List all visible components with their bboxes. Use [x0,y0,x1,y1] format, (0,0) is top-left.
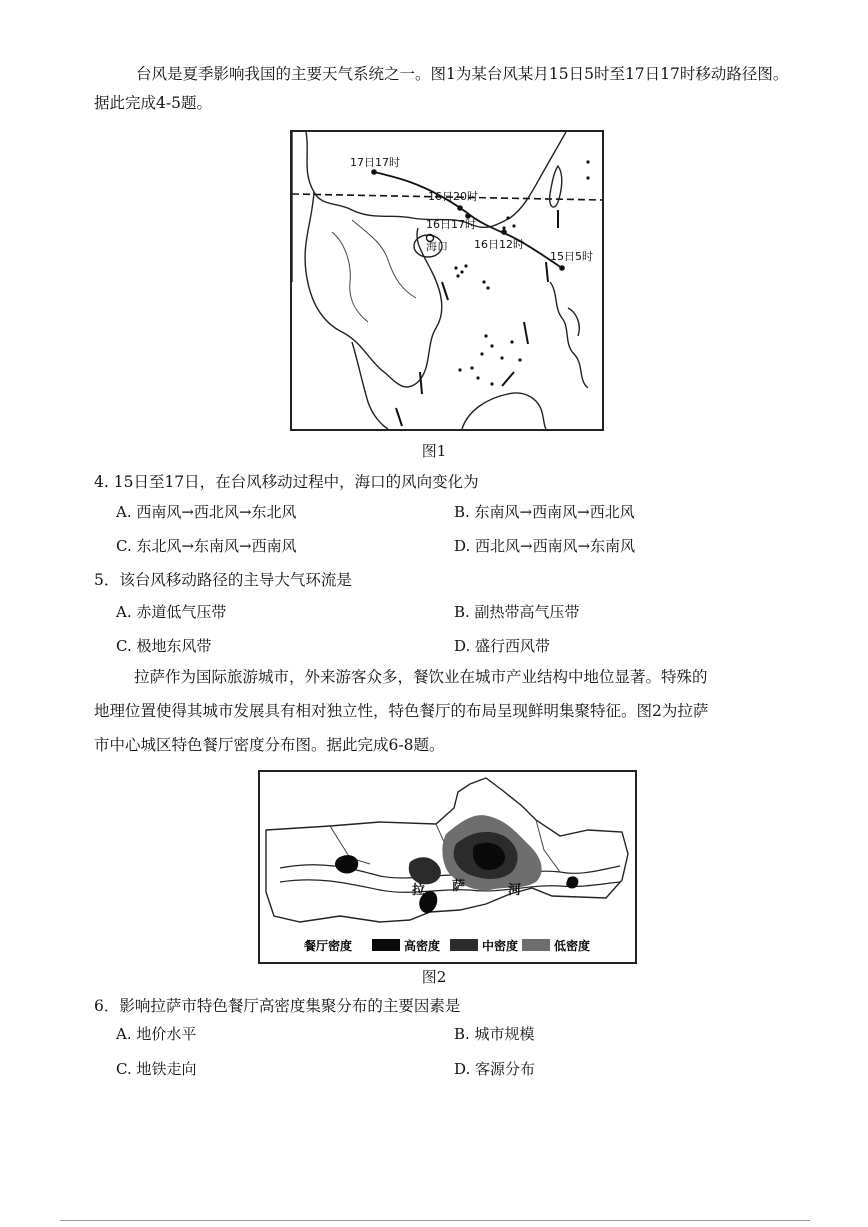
borneo-coast [462,393,546,429]
q5-option-b: B. 副热带高气压带 [454,603,580,621]
indochina-coast [305,192,442,387]
q6-option-c: C. 地铁走向 [116,1060,197,1078]
china-coast [292,132,566,282]
intro2-line3: 市中心城区特色餐厅密度分布图。据此完成6-8题。 [94,736,445,754]
q6-stem: 6．影响拉萨市特色餐厅高密度集聚分布的主要因素是 [94,997,461,1015]
label-15d5h: 15日5时 [550,250,593,263]
q4-option-b: B. 东南风→西南风→西北风 [454,503,635,521]
q6-option-a: A. 地价水平 [116,1025,197,1043]
label-16d17h: 16日17时 [426,218,476,231]
figure1-caption: 图1 [421,442,447,460]
q4-option-c: C. 东北风→东南风→西南风 [116,537,297,555]
river-char-3: 河 [508,883,522,898]
river-char-2: 萨 [452,879,466,894]
q5-option-c: C. 极地东风带 [116,637,212,655]
legend-swatch-mid [450,939,478,951]
figure1-map [290,130,604,431]
q4-option-d: D. 西北风→西南风→东南风 [454,537,636,555]
intro1-line1: 台风是夏季影响我国的主要天气系统之一。图1为某台风某月15日5时至17日17时移动路径图。 [136,65,789,83]
label-16d12h: 16日12时 [474,238,524,251]
q5-option-d: D. 盛行西风带 [454,637,551,655]
point-16d12h [501,229,507,235]
philippines [550,282,588,388]
legend [303,938,590,953]
lhasa-map-svg [260,772,635,962]
typhoon-map-svg [292,132,602,429]
legend-title: 餐厅密度 [304,939,353,953]
legend-high: 高密度 [404,939,441,953]
legend-mid: 中密度 [482,939,519,953]
legend-low: 低密度 [554,939,591,953]
page-bottom-rule [60,1220,810,1221]
taiwan [550,166,562,207]
q4-option-a: A. 西南风→西北风→东北风 [116,503,297,521]
point-16d20h [457,205,463,211]
intro1-line2: 据此完成4-5题。 [94,94,212,112]
q6-option-d: D. 客源分布 [454,1060,536,1078]
q6-option-b: B. 城市规模 [454,1025,535,1043]
figure2-map [258,770,637,964]
label-17d17h: 17日17时 [350,156,400,169]
label-16d20h: 16日20时 [428,190,478,203]
border-line [332,232,368,322]
intro2-line2: 地理位置使得其城市发展具有相对独立性，特色餐厅的布局呈现鲜明集聚特征。图2为拉萨 [94,702,709,720]
point-15d5h [559,265,565,271]
q5-stem: 5．该台风移动路径的主导大气环流是 [94,571,352,589]
intro2-line1: 拉萨作为国际旅游城市，外来游客众多，餐饮业在城市产业结构中地位显著。特殊的 [134,668,708,686]
q5-option-a: A. 赤道低气压带 [116,603,227,621]
legend-swatch-high [372,939,400,951]
figure2-caption: 图2 [421,968,447,986]
river-char-1: 拉 [412,883,426,898]
border-line-2 [352,220,416,298]
q4-stem: 4. 15日至17日，在台风移动过程中，海口的风向变化为 [94,473,479,491]
point-17d17h [371,169,377,175]
label-haikou: 海口 [426,240,448,253]
legend-swatch-low [522,939,550,951]
malay-coast [352,342,388,429]
